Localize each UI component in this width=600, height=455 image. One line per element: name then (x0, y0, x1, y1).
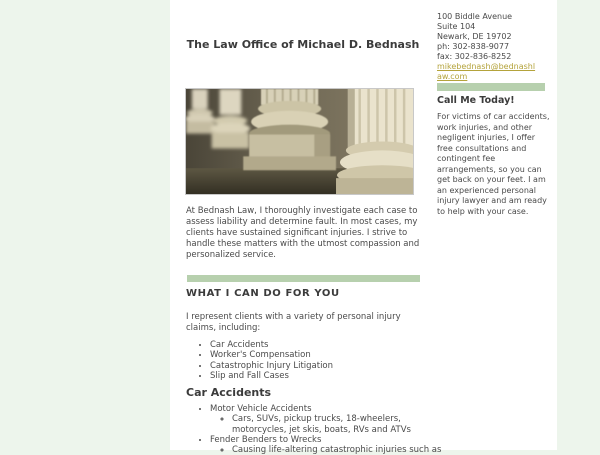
services-heading: WHAT I CAN DO FOR YOU (186, 288, 340, 299)
claims-item-workers-compensation: • Worker's Compensation (210, 350, 440, 360)
call-me-today-heading: Call Me Today! (437, 95, 515, 106)
car-accidents-sublist (210, 414, 448, 435)
services-lead: I represent clients with a variety of personal injury claims, including: (186, 312, 401, 333)
contact-address-line3: Newark, DE 19702 (437, 32, 512, 41)
car-accidents-sublist (210, 445, 448, 455)
contact-fax: fax: 302-836-8252 (437, 52, 512, 61)
claims-item-car-accidents: • Car Accidents (210, 340, 440, 350)
claims-item-slip-and-fall: • Slip and Fall Cases (210, 371, 440, 381)
intro-paragraph: At Bednash Law, I thoroughly investigate each case to assess liability and determine fault. In most cases, my clients have sustained significant injuries. I strive to handle these matters with the utmost compassion and personalized service. (186, 206, 420, 260)
car-accidents-list (186, 404, 448, 455)
contact-block (437, 12, 553, 82)
services-divider (187, 275, 420, 282)
car-accidents-subitem: ◦ Cars, SUVs, pickup trucks, 18-wheelers, motorcycles, jet skis, boats, RVs and ATVs (232, 414, 448, 435)
car-accidents-item (210, 435, 448, 455)
car-accidents-item-label: Motor Vehicle Accidents (210, 404, 312, 414)
car-accidents-item (210, 404, 448, 435)
contact-address-line1: 100 Biddle Avenue (437, 12, 513, 21)
car-accidents-subitem: ◦ Causing life-altering catastrophic injuries such as (232, 445, 448, 455)
contact-email-link[interactable]: mikebednash@bednashlaw.com (437, 62, 536, 81)
contact-phone: ph: 302-838-9077 (437, 42, 510, 51)
claims-item-catastrophic-injury: • Catastrophic Injury Litigation (210, 361, 440, 371)
call-me-today-paragraph: For victims of car accidents, work injuries, and other negligent injuries, I offer free consultations and contingent fee arrangements, so you can get back on your feet. I am an experienced personal injury lawyer and am ready to help with your case. (437, 112, 550, 216)
page-title: The Law Office of Michael D. Bednash (186, 38, 420, 51)
car-accidents-item-label: Fender Benders to Wrecks (210, 434, 322, 445)
claims-list (186, 340, 440, 381)
sidebar-divider (437, 83, 545, 91)
courthouse-columns-photo (185, 88, 414, 195)
car-accidents-heading: Car Accidents (186, 386, 272, 399)
content-area (170, 0, 557, 455)
contact-address-line2: Suite 104 (437, 22, 476, 31)
